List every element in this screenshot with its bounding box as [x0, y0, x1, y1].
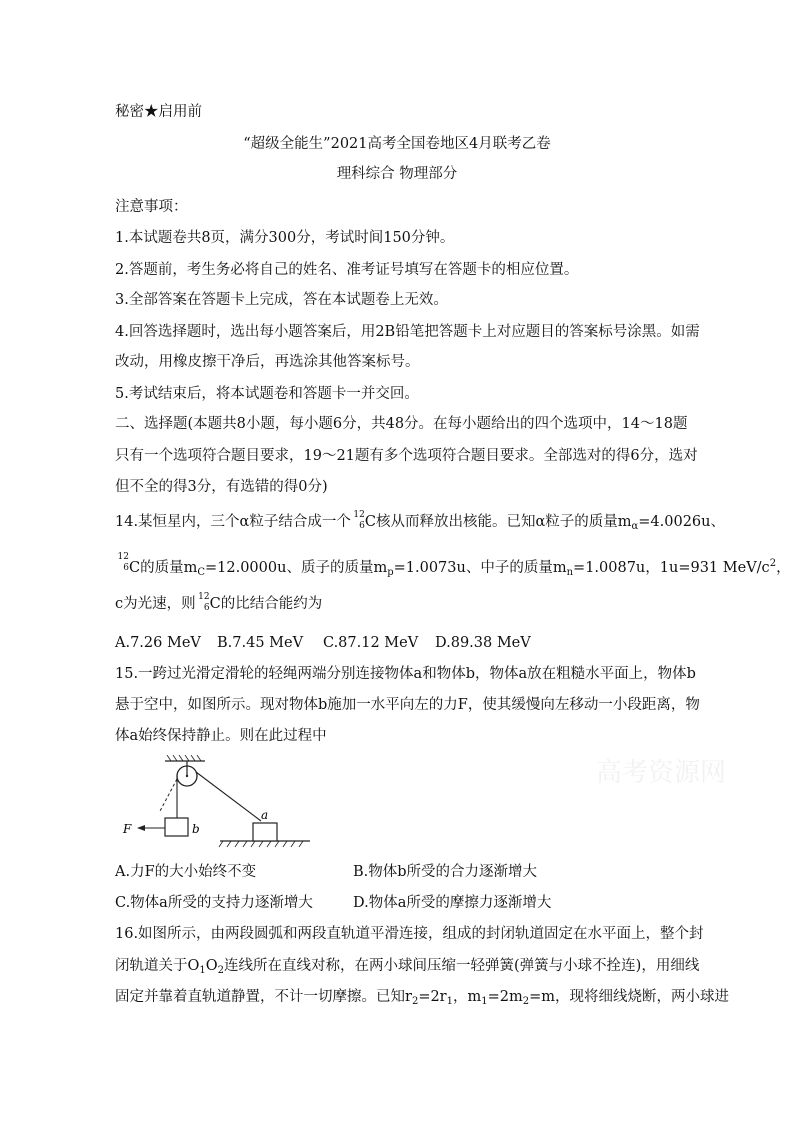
q14-option-a[interactable]: A.7.26 MeV	[115, 635, 201, 651]
q15-option-b[interactable]: B.物体b所受的合力逐渐增大	[353, 864, 538, 880]
notice-item-4: 4.回答选择题时，选出每小题答案后，用2B铅笔把答题卡上对应题目的答案标号涂黑。如需	[115, 324, 700, 340]
ground-hatching	[219, 841, 303, 847]
block-a	[253, 823, 277, 841]
q15-option-a[interactable]: A.力F的大小始终不变	[115, 864, 257, 880]
section-intro-line-3: 但不全的得3分，有选错的得0分)	[115, 479, 328, 495]
force-arrowhead	[137, 825, 145, 831]
carbon-12-nuclide: 12 6	[198, 592, 210, 613]
block-b	[165, 818, 188, 836]
label-F: F	[123, 822, 132, 836]
notice-heading: 注意事项：	[115, 199, 188, 215]
q14-option-d[interactable]: D.89.38 MeV	[435, 635, 531, 651]
q14-line-2: 12 6 C的质量$m_C=12.0000u$、质子的质量$m_p=1.0073u$、中子的质量$m_n=1.0087u$，1u=931 MeV/$c^2$，	[115, 554, 684, 583]
notice-item-2: 2.答题前，考生务必将自己的姓名、准考证号填写在答题卡的相应位置。	[115, 262, 579, 278]
pulley-diagram	[115, 755, 315, 850]
q15-option-d[interactable]: D.物体a所受的摩擦力逐渐增大	[353, 895, 552, 911]
q14-options	[115, 633, 684, 653]
q14-option-c[interactable]: C.87.12 MeV	[323, 635, 419, 651]
q15-options-row-1	[115, 862, 684, 882]
section-intro-line-2: 只有一个选项符合题目要求，19～21题有多个选项符合题目要求。全部选对的得6分，选对	[115, 448, 698, 464]
label-b: b	[192, 822, 200, 836]
q16-line-1: 16.如图所示，由两段圆弧和两段直轨道平滑连接，组成的封闭轨道固定在水平面上，整个封	[115, 926, 704, 942]
rope-to-a	[196, 772, 261, 821]
secrecy-label: 秘密★启用前	[115, 104, 202, 120]
q14-line-3: c为光速，则 12 6 C的比结合能约为	[115, 592, 323, 613]
ceiling-hatching	[167, 755, 201, 761]
q14-line-1: 14.某恒星内，三个α粒子结合成一个 12 6 C核从而释放出核能。已知α粒子的质量$m_\alpha=4.0026u$、	[115, 510, 725, 532]
q16-line-3: 固定并靠着直轨道静置，不计一切摩擦。已知$r_2=2r_1$，$m_1=2m_2=m$，现将细线烧断，两小球进	[115, 989, 730, 1007]
q14-option-b[interactable]: B.7.45 MeV	[217, 635, 304, 651]
notice-item-1: 1.本试题卷共8页，满分300分，考试时间150分钟。	[115, 230, 455, 246]
q15-line-2: 悬于空中，如图所示。现对物体b施加一水平向左的力F，使其缓慢向左移动一小段距离，物	[115, 697, 700, 713]
watermark: 高考资源网	[596, 758, 727, 788]
carbon-12-nuclide: 12 6	[353, 510, 365, 531]
q15-line-1: 15.一跨过光滑定滑轮的轻绳两端分别连接物体a和物体b，物体a放在粗糙水平面上，物体b	[115, 666, 696, 682]
section-intro-line-1: 二、选择题(本题共8小题，每小题6分，共48分。在每小题给出的四个选项中，14～18题	[115, 416, 688, 432]
q15-option-c[interactable]: C.物体a所受的支持力逐渐增大	[115, 895, 313, 911]
notice-item-3: 3.全部答案在答题卡上完成，答在本试题卷上无效。	[115, 292, 448, 308]
q16-line-2: 闭轨道关于$O_1O_2$连线所在直线对称，在两小球间压缩一轻弹簧(弹簧与小球不拴连)，用细线	[115, 958, 700, 976]
q15-line-3: 体a始终保持静止。则在此过程中	[115, 728, 327, 744]
notice-item-5: 5.考试结束后，将本试题卷和答题卡一并交回。	[115, 386, 419, 402]
q15-options-row-2	[115, 893, 684, 913]
notice-item-4-cont: 改动，用橡皮擦干净后，再选涂其他答案标号。	[115, 354, 420, 370]
pulley-axle	[186, 775, 188, 777]
carbon-12-nuclide: 12 6	[117, 552, 129, 573]
label-a: a	[261, 808, 269, 822]
exam-title: “超级全能生”2021高考全国卷地区4月联考乙卷	[243, 136, 551, 152]
exam-subtitle: 理科综合 物理部分	[336, 166, 458, 182]
displaced-rope-dashed	[159, 779, 177, 813]
